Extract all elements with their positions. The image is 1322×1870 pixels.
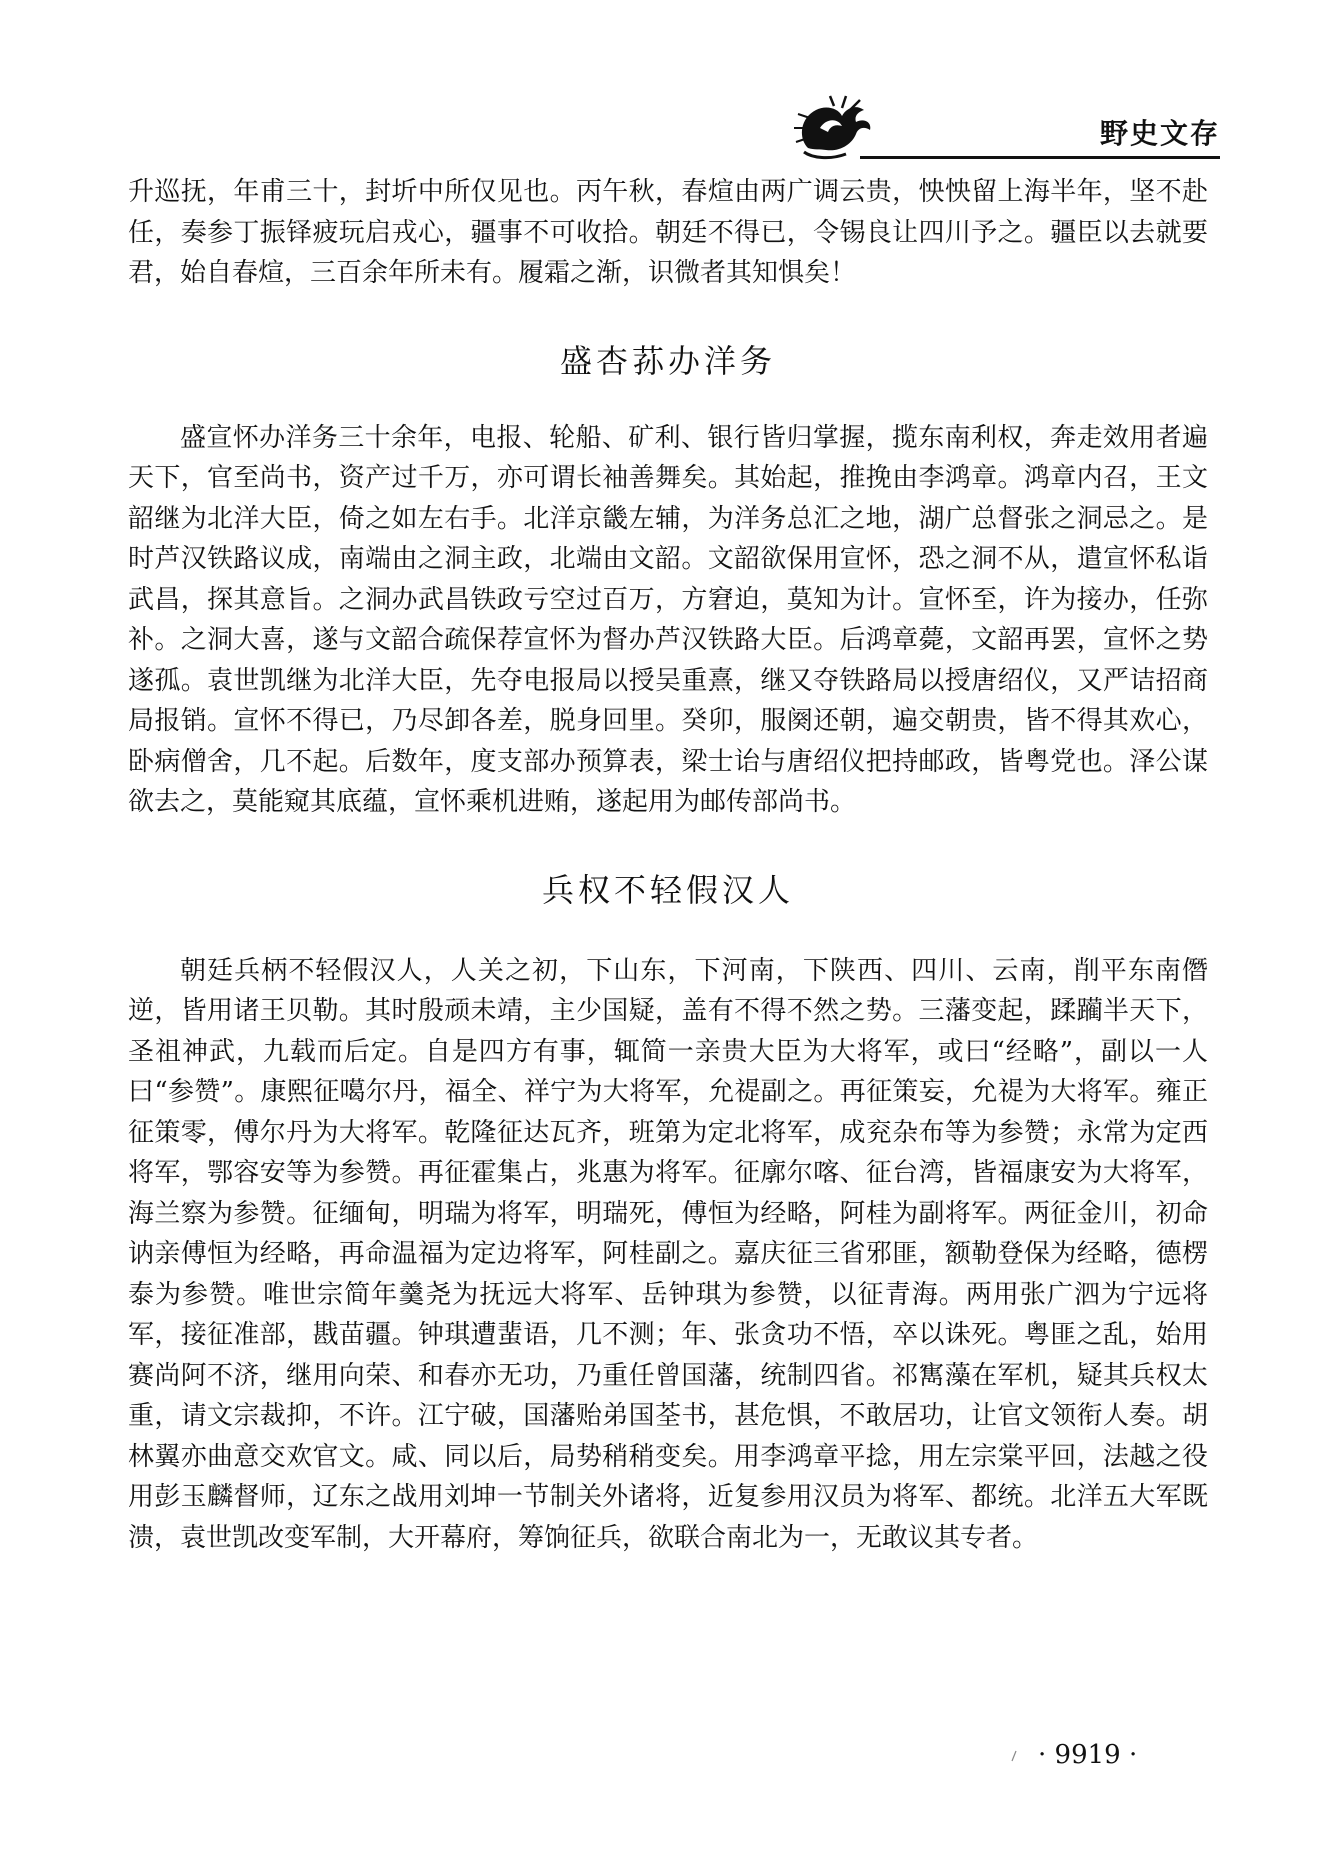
series-title: 野史文存 <box>1099 117 1220 150</box>
section-body-sheng-xingsun: 盛宣怀办洋务三十余年，电报、轮船、矿利、银行皆归掌握，揽东南利权，奔走效用者遍天下，官至尚书，资产过千万，亦可谓长袖善舞矣。其始起，推挽由李鸿章。鸿章内召，王文韶继为北洋大臣，倚之如左右手。北洋京畿左辅，为洋务总汇之地，湖广总督张之洞忌之。是时芦汉铁路议成，南端由之洞主政，北端由文韶。文韶欲保用宣怀，恐之洞不从，遣宣怀私诣武昌，探其意旨。之洞办武昌铁政亏空过百万，方窘迫，莫知为计。宣怀至，许为接办，任弥补。之洞大喜，遂与文韶合疏保荐宣怀为督办芦汉铁路大臣。后鸿章薨，文韶再罢，宣怀之势遂孤。袁世凯继为北洋大臣，先夺电报局以授吴重熹，继又夺铁路局以授唐绍仪，又严诘招商局报销。宣怀不得已，乃尽卸各差，脱身回里。癸卯，服阕还朝，遍交朝贵，皆不得其欢心，卧病僧舍，几不起。后数年，度支部办预算表，梁士诒与唐绍仪把持邮政，皆粤党也。泽公谋欲去之，莫能窥其底蕴，宣怀乘机进贿，遂起用为邮传部尚书。 <box>128 422 1208 817</box>
page-content <box>128 172 1208 1558</box>
running-header <box>790 88 1220 168</box>
page-number: · 9919 · <box>1038 1740 1138 1770</box>
section-body-military-power: 朝廷兵柄不轻假汉人，人关之初，下山东，下河南，下陕西、四川、云南，削平东南僭逆，皆用诸王贝勒。其时殷顽未靖，主少国疑，盖有不得不然之势。三藩变起，蹂躏半天下，圣祖神武，九载而后定。自是四方有事，辄简一亲贵大臣为大将军，或曰“经略”，副以一人曰“参赞”。康熙征噶尔丹，福全、祥宁为大将军，允禔副之。再征策妄，允禔为大将军。雍正征策零，傅尔丹为大将军。乾隆征达瓦齐，班第为定北将军，成兖杂布等为参赞；永常为定西将军，鄂容安等为参赞。再征霍集占，兆惠为将军。征廓尔喀、征台湾，皆福康安为大将军，海兰察为参赞。征缅甸，明瑞为将军，明瑞死，傅恒为经略，阿桂为副将军。两征金川，初命讷亲傅恒为经略，再命温福为定边将军，阿桂副之。嘉庆征三省邪匪，额勒登保为经略，德楞泰为参赞。唯世宗简年羹尧为抚远大将军、岳钟琪为参赞，以征青海。两用张广泗为宁远将军，接征准部，戡苗疆。钟琪遭蜚语，几不测；年、张贪功不悟，卒以诛死。粤匪之乱，始用赛尚阿不济，继用向荣、和春亦无功，乃重任曾国藩，统制四省。祁寯藻在军机，疑其兵权太重，请文宗裁抑，不许。江宁破，国藩贻弟国荃书，甚危惧，不敢居功，让官文领衔人奏。胡林翼亦曲意交欢官文。咸、同以后，局势稍稍变矣。用李鸿章平捻，用左宗棠平回，法越之役用彭玉麟督师，辽东之战用刘坤一节制关外诸将，近复参用汉员为将军、都统。北洋五大军既溃，袁世凯改变军制，大开幕府，筹饷征兵，欲联合南北为一，无敢议其专者。 <box>128 955 1208 1553</box>
continuation-paragraph: 升巡抚，年甫三十，封圻中所仅见也。丙午秋，春煊由两广调云贵，怏怏留上海半年，坚不赴任，奏参丁振铎疲玩启戎心，疆事不可收拾。朝廷不得已，令锡良让四川予之。疆臣以去就要君，始自春煊，三百余年所未有。履霜之渐，识微者其知惧矣！ <box>128 177 1208 288</box>
header-rule <box>860 156 1220 159</box>
scan-speck <box>1010 1750 1018 1762</box>
section-title-sheng-xingsun: 盛杏荪办洋务 <box>559 341 776 380</box>
section-title-military-power: 兵权不轻假汉人 <box>541 870 794 909</box>
